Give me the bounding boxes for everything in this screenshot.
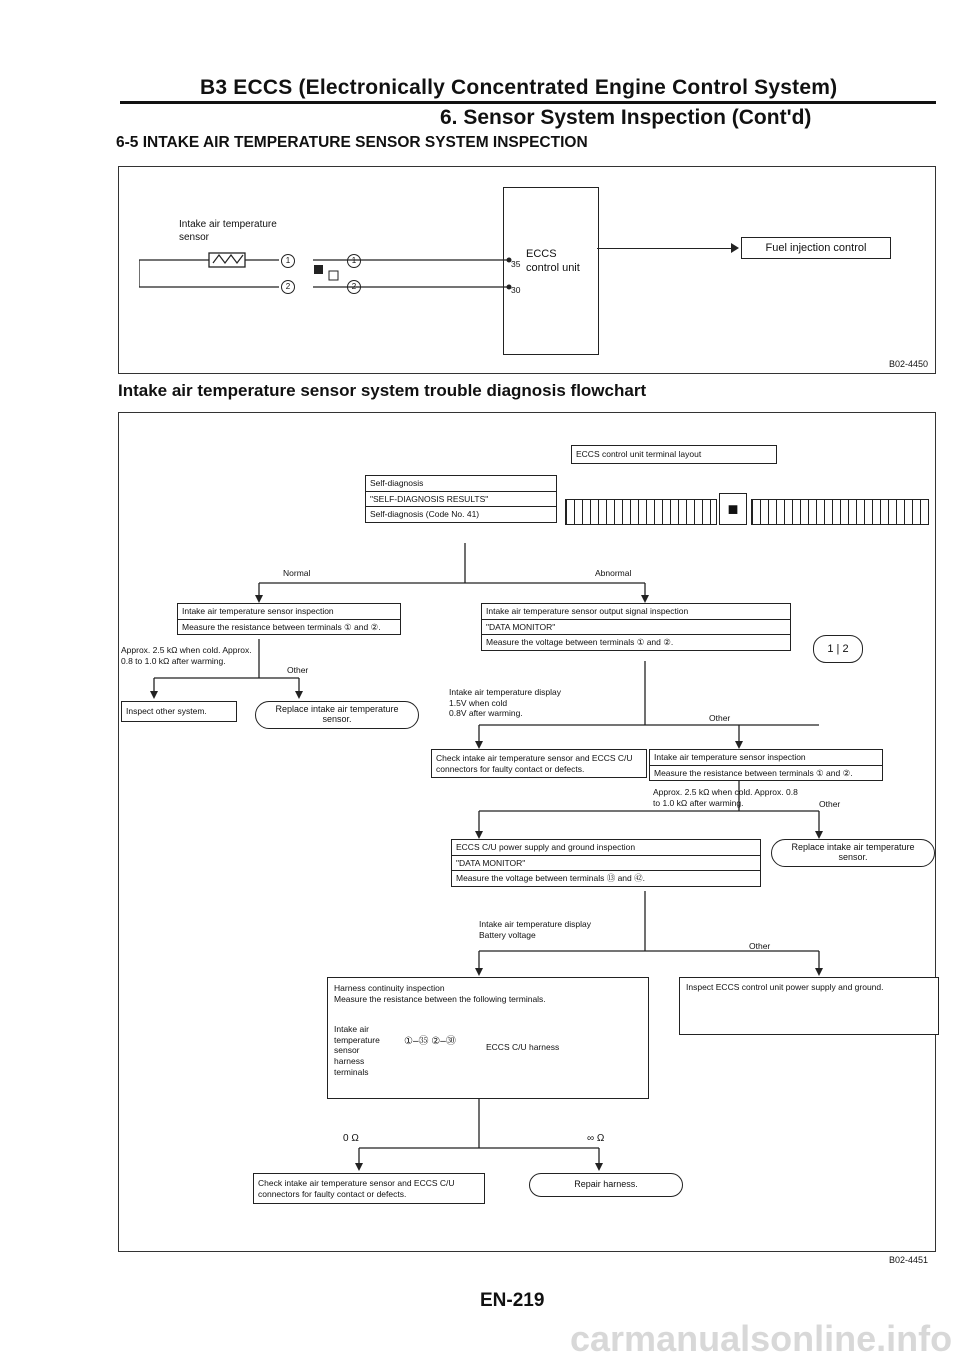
harness-left: Intake air temperature sensor harness terminals	[334, 1024, 380, 1077]
check-connectors-box-2: Check intake air temperature sensor and ECCS C/U connectors for faulty contact or defects.	[253, 1173, 485, 1204]
resistor-icon	[139, 249, 519, 297]
zero-ohm-label: 0 Ω	[343, 1133, 359, 1144]
watermark: carmanualsonline.info	[570, 1318, 953, 1359]
circuit-diagram	[118, 166, 936, 374]
section-subtitle: 6. Sensor System Inspection (Cont'd)	[440, 106, 812, 129]
power-measure: Measure the voltage between terminals ⑬ and ㊷.	[452, 870, 760, 886]
normal-label: Normal	[283, 568, 311, 578]
left-inspection-title: Intake air temperature sensor inspection	[182, 606, 334, 616]
terminal-layout-left	[565, 499, 717, 525]
inf-ohm-label: ∞ Ω	[587, 1133, 605, 1144]
check-connectors-box: Check intake air temperature sensor and ECCS C/U connectors for faulty contact or defects.	[431, 749, 647, 778]
pin-30: 30	[511, 285, 521, 295]
conn-pin-1b: 1	[347, 254, 361, 268]
mid-inspection-text: Measure the resistance between terminals ① and ②.	[650, 765, 882, 781]
output-title: Intake air temperature sensor output signal inspection	[486, 606, 689, 616]
abnormal-label: Abnormal	[595, 568, 632, 578]
output-measure: Measure the voltage between terminals ① and ②.	[482, 634, 790, 650]
flowchart	[118, 412, 936, 1265]
self-diag-results: "SELF-DIAGNOSIS RESULTS"	[366, 491, 556, 507]
power-other-label: Other	[749, 941, 771, 951]
inspect-power-box: Inspect ECCS control unit power supply and ground.	[679, 977, 939, 1035]
mid-inspection-title: Intake air temperature sensor inspection	[654, 752, 806, 762]
fuel-arrow-icon	[731, 243, 739, 253]
power-title: ECCS C/U power supply and ground inspection	[456, 842, 636, 852]
page-title: B3 ECCS (Electronically Concentrated Engine Control System)	[200, 76, 838, 99]
mid-sensor-inspection	[649, 749, 883, 781]
conn-pin-2a: 2	[281, 280, 295, 294]
diagram-ref: B02-4450	[889, 359, 929, 369]
fuel-injection-box: Fuel injection control	[741, 237, 891, 259]
harness-pairs: ①–㉟ ②–㉚	[404, 1036, 456, 1047]
output-signal-box	[481, 603, 791, 651]
harness-sub: Measure the resistance between the following terminals.	[334, 993, 546, 1004]
harness-inspection-box	[327, 977, 649, 1099]
connector-12: 1 | 2	[813, 635, 863, 663]
conn-pin-1a: 1	[281, 254, 295, 268]
fuel-line	[597, 248, 737, 249]
pin-35: 35	[511, 259, 521, 269]
harness-title: Harness continuity inspection	[334, 983, 445, 993]
section-heading: 6-5 INTAKE AIR TEMPERATURE SENSOR SYSTEM INSPECTION	[116, 134, 588, 151]
terminal-layout-center: ■	[719, 493, 747, 525]
self-diag-title: Self-diagnosis	[370, 478, 424, 488]
connector-pin-2: 2	[842, 643, 849, 655]
mid-other-label: Other	[709, 713, 731, 723]
power-monitor: "DATA MONITOR"	[452, 855, 760, 871]
left-other-label: Other	[287, 665, 309, 675]
display-spec	[449, 687, 649, 719]
display-spec-warm: 0.8V after warming.	[449, 708, 523, 719]
output-monitor: "DATA MONITOR"	[482, 619, 790, 635]
flowchart-ref: B02-4451	[889, 1255, 929, 1265]
flowchart-title: Intake air temperature sensor system trouble diagnosis flowchart	[118, 381, 647, 400]
sensor-label: Intake air temperature sensor	[179, 219, 277, 243]
title-rule	[120, 101, 936, 104]
replace-sensor-right: Replace intake air temperature sensor.	[771, 839, 935, 867]
self-diagnosis-box	[365, 475, 557, 523]
conn-pin-2b: 2	[347, 280, 361, 294]
repair-harness: Repair harness.	[529, 1173, 683, 1197]
left-spec: Approx. 2.5 kΩ when cold. Approx. 0.8 to 1.0 kΩ after warming.	[121, 645, 252, 666]
power-supply-box	[451, 839, 761, 887]
terminal-layout-right	[751, 499, 929, 525]
display-spec-title: Intake air temperature display	[449, 687, 561, 697]
power-spec	[479, 919, 659, 940]
mid-other-label-2: Other	[819, 799, 841, 809]
flow-lines	[119, 413, 935, 1251]
left-inspection-text: Measure the resistance between terminals ① and ②.	[178, 619, 400, 635]
ecu-box	[503, 187, 599, 355]
inspect-other-system: Inspect other system.	[121, 701, 237, 722]
power-spec-voltage: Battery voltage	[479, 929, 536, 940]
harness-right: ECCS C/U harness	[486, 1042, 560, 1052]
left-sensor-inspection	[177, 603, 401, 635]
connector-pin-1: 1	[827, 643, 834, 655]
display-spec-cold: 1.5V when cold	[449, 697, 508, 708]
page-number: EN-219	[480, 1290, 545, 1311]
mid-spec: Approx. 2.5 kΩ when cold. Approx. 0.8 to 1.0 kΩ after warming.	[653, 787, 798, 808]
replace-sensor-left: Replace intake air temperature sensor.	[255, 701, 419, 729]
self-diag-code: Self-diagnosis (Code No. 41)	[366, 506, 556, 522]
power-spec-title: Intake air temperature display	[479, 919, 591, 929]
terminal-layout-title: ECCS control unit terminal layout	[571, 445, 777, 464]
ecu-label: ECCS control unit	[526, 248, 580, 274]
